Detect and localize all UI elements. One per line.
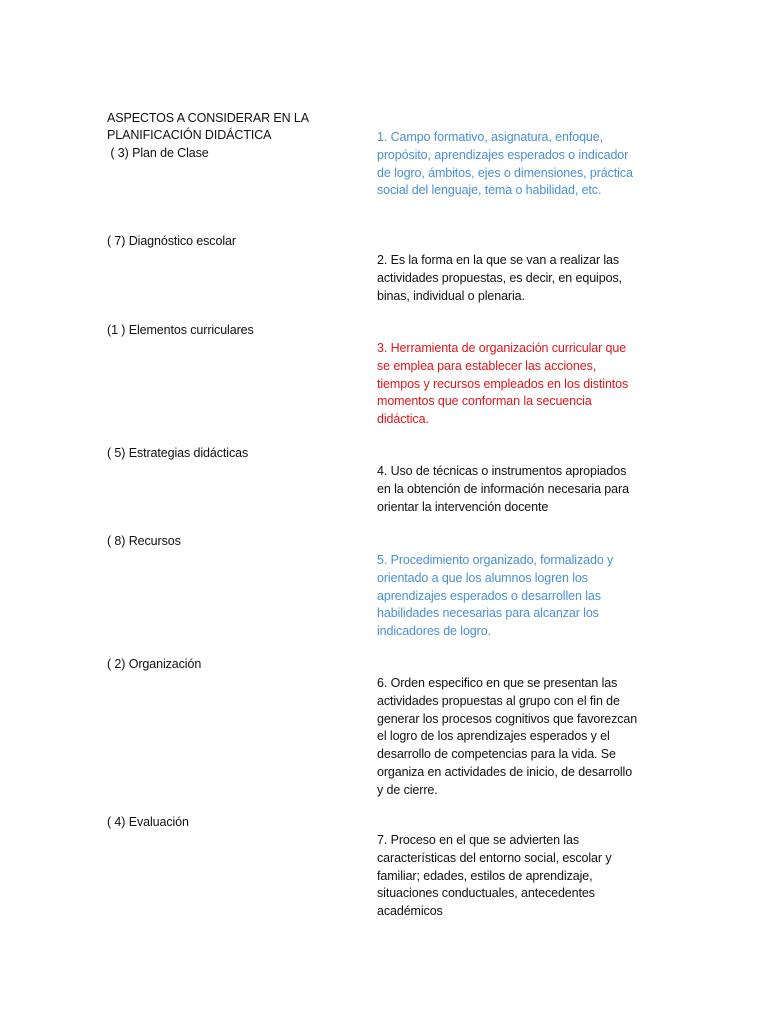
definition-1: 1. Campo formativo, asignatura, enfoque, propósito, aprendizajes esperados o indicador de logro, ámbitos, ejes o dimensiones, práctica social del lenguaje, tema o habilidad, etc. xyxy=(377,130,633,198)
term-diagnostico-escolar: ( 7) Diagnóstico escolar xyxy=(107,234,236,248)
definition-5: 5. Procedimiento organizado, formalizado y orientado a que los alumnos logren los aprendizajes esperados o desarrollen las habilidades necesarias para alcanzar los indicadores de logro. xyxy=(377,553,614,639)
definition-6: 6. Orden especifico en que se presentan las actividades propuestas al grupo con el fin de generar los procesos cognitivos que favorezcan el logro de los aprendizajes esperados y el desarrollo de competencias para la vida. Se organiza en actividades de inicio, de desarrollo y de cierre. xyxy=(377,676,638,797)
definition-2: 2. Es la forma en la que se van a realizar las actividades propuestas, es decir, en equipos, binas, individual o plenaria. xyxy=(377,253,622,303)
term-plan-de-clase: ( 3) Plan de Clase xyxy=(107,146,209,160)
definition-4: 4. Uso de técnicas o instrumentos apropiados en la obtención de información necesaria para orientar la intervención docente xyxy=(377,464,629,514)
definition-7: 7. Proceso en el que se advierten las características del entorno social, escolar y familiar; edades, estilos de aprendizaje, situaciones conductuales, antecedentes académicos xyxy=(377,833,612,919)
term-organizacion: ( 2) Organización xyxy=(107,657,202,671)
document-title: ASPECTOS A CONSIDERAR EN LA PLANIFICACIÓN DIDÁCTICA xyxy=(107,111,309,142)
term-evaluacion: ( 4) Evaluación xyxy=(107,815,189,829)
term-recursos: ( 8) Recursos xyxy=(107,534,181,548)
term-estrategias-didacticas: ( 5) Estrategias didácticas xyxy=(107,446,249,460)
definition-3: 3. Herramienta de organización curricular que se emplea para establecer las acciones, tiempos y recursos empleados en los distintos momentos que conforman la secuencia didáctica. xyxy=(377,341,629,427)
term-elementos-curriculares: (1 ) Elementos curriculares xyxy=(107,323,254,337)
